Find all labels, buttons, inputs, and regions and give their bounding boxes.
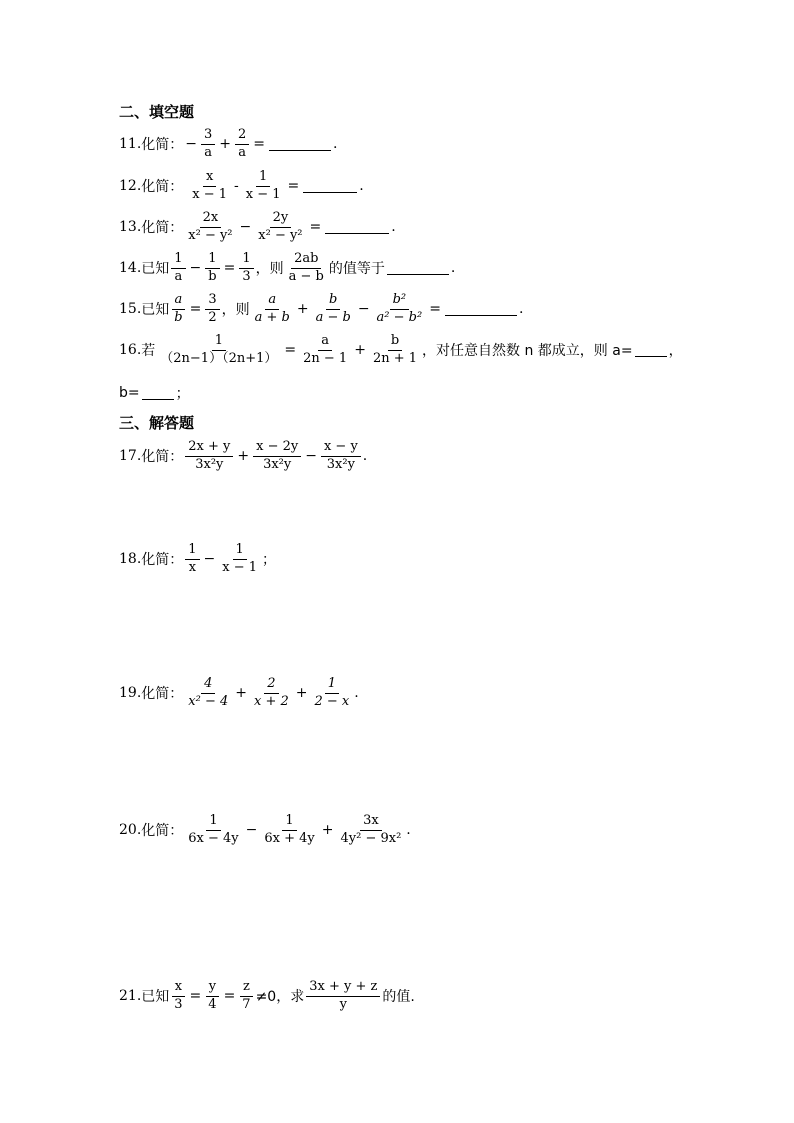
minus-sign: − [305, 448, 317, 465]
numerator: 3x [360, 814, 382, 831]
fraction [205, 293, 219, 326]
problem-lead: 若 [141, 343, 156, 360]
denominator: 3x²y [263, 456, 292, 472]
answer-blank-a[interactable] [635, 344, 667, 357]
denominator: b [174, 309, 183, 325]
problem-11 [119, 128, 337, 161]
fraction [171, 252, 185, 285]
answer-blank[interactable] [325, 221, 389, 234]
denominator: a + b [254, 309, 290, 325]
period: . [359, 178, 364, 195]
fraction [321, 440, 361, 473]
plus-sign: + [296, 301, 309, 318]
problem-lead: 化简： [141, 137, 184, 154]
section-answer-title: 三、解答题 [119, 414, 195, 432]
denominator: 4 [208, 996, 217, 1012]
equals-sign: = [189, 988, 202, 1005]
problem-lead: 化简： [141, 686, 184, 703]
fraction [255, 211, 305, 244]
plus-sign: + [237, 448, 250, 465]
problem-16-line2 [119, 383, 190, 403]
minus-sign: − [203, 551, 216, 568]
problem-14 [119, 252, 455, 285]
period: . [450, 260, 456, 277]
period: . [333, 136, 338, 153]
problem-number: 19. [119, 685, 142, 702]
answer-blank[interactable] [387, 262, 449, 275]
plus-sign: + [219, 136, 232, 153]
numerator: 1 [171, 252, 185, 269]
denominator: x − 1 [222, 559, 258, 575]
fraction [235, 128, 249, 161]
numerator: 3 [205, 293, 219, 310]
problem-number: 18. [119, 551, 142, 568]
problem-12 [119, 170, 364, 203]
b-label: b= [119, 385, 140, 401]
fraction [239, 980, 253, 1013]
numerator: b [388, 334, 402, 351]
denominator: 4y² − 9x² [340, 830, 402, 846]
numerator: b [326, 293, 340, 310]
problem-lead: 已知 [141, 989, 170, 1006]
problem-16 [119, 334, 683, 367]
fraction [185, 677, 231, 710]
equals-sign: = [253, 136, 266, 153]
fraction [374, 293, 426, 326]
numerator: x − y [321, 440, 361, 457]
equals-sign: = [287, 178, 300, 195]
numerator: 1 [233, 543, 247, 560]
numerator: x [172, 980, 185, 997]
fraction [370, 334, 420, 367]
numerator: a [172, 293, 186, 310]
fraction [261, 814, 317, 847]
period: . [362, 448, 368, 465]
semicolon: ； [262, 552, 277, 569]
minus-sign: − [245, 822, 258, 839]
denominator: a [238, 144, 247, 160]
problem-number: 21. [119, 988, 142, 1005]
fraction [251, 677, 292, 710]
denominator: a − b [315, 309, 351, 325]
period: . [406, 822, 411, 839]
problem-lead: 已知 [141, 261, 170, 278]
numerator: 2 [235, 128, 249, 145]
equals-sign: = [429, 301, 441, 318]
problem-lead: 化简： [141, 220, 184, 237]
fraction [300, 334, 350, 367]
numerator: b² [390, 293, 410, 310]
problem-number: 12. [119, 178, 142, 195]
fraction [252, 293, 293, 326]
denominator: 2n − 1 [303, 350, 348, 366]
tail-text: 的值. [382, 989, 415, 1006]
plus-sign: + [235, 685, 247, 702]
problem-number: 11. [119, 136, 142, 153]
fraction [313, 293, 354, 326]
denominator: a − b [288, 268, 324, 284]
equals-sign: = [223, 260, 236, 277]
connector-text: ，则 [221, 302, 250, 319]
plus-sign: + [354, 342, 366, 359]
numerator: 1 [282, 814, 296, 831]
numerator: y [206, 980, 219, 997]
minus-sign: − [239, 219, 252, 236]
problem-lead: 已知 [141, 302, 170, 319]
numerator: 1 [206, 814, 220, 831]
answer-blank[interactable] [445, 303, 517, 316]
denominator: y [339, 996, 347, 1012]
numerator: 1 [212, 334, 226, 351]
numerator: 1 [325, 677, 339, 694]
equals-sign: = [223, 988, 236, 1005]
connector-text: ，则 [255, 261, 284, 278]
numerator: 2ab [291, 252, 321, 269]
fraction [286, 252, 327, 285]
problem-number: 14. [119, 260, 142, 277]
problem-15 [119, 293, 523, 326]
numerator: 1 [239, 252, 253, 269]
denominator: x − 1 [192, 186, 228, 202]
numerator: 2x [200, 211, 222, 228]
minus-sign: - [234, 178, 239, 195]
numerator: a [318, 334, 332, 351]
denominator: 2 − x [314, 693, 350, 709]
problem-21 [119, 980, 415, 1013]
problem-13 [119, 211, 396, 244]
numerator: 1 [185, 543, 199, 560]
denominator: a [174, 268, 183, 284]
fraction [306, 980, 380, 1013]
problem-lead: 化简： [141, 179, 184, 196]
problem-number: 17. [119, 448, 142, 465]
answer-blank-b[interactable] [142, 387, 174, 400]
denominator: x − 1 [245, 186, 281, 202]
fraction [239, 252, 253, 285]
denominator: 3x²y [326, 456, 355, 472]
denominator: x² − y² [258, 227, 303, 243]
period: . [391, 219, 396, 236]
denominator: 6x + 4y [264, 830, 315, 846]
numerator: 2 [264, 677, 278, 694]
denominator: 3 [174, 996, 183, 1012]
numerator: 3x + y + z [306, 980, 380, 997]
problem-17 [119, 440, 367, 473]
fraction [157, 334, 280, 367]
denominator: x² − 4 [188, 693, 229, 709]
equals-sign: = [189, 301, 202, 318]
problem-number: 20. [119, 822, 142, 839]
fraction [185, 543, 199, 576]
comma: ， [668, 343, 683, 360]
answer-blank[interactable] [303, 180, 357, 193]
numerator: 1 [256, 170, 270, 187]
connector-text: ≠0，求 [255, 989, 305, 1006]
tail-text: 的值等于 [328, 261, 385, 278]
period: . [518, 301, 524, 318]
tail-text: ，对任意自然数 n 都成立，则 a= [422, 343, 633, 360]
fraction [171, 293, 185, 326]
numerator: 4 [201, 677, 215, 694]
denominator: 3x²y [195, 456, 224, 472]
period: . [354, 685, 359, 702]
denominator: x² − y² [188, 227, 233, 243]
semicolon: ； [175, 386, 190, 402]
minus-sign: − [185, 136, 197, 153]
plus-sign: + [321, 822, 334, 839]
denominator: 2n + 1 [372, 350, 418, 366]
problem-lead: 化简： [141, 552, 184, 569]
denominator: x + 2 [253, 693, 289, 709]
plus-sign: + [295, 685, 308, 702]
numerator: x − 2y [253, 440, 301, 457]
fraction [337, 814, 404, 847]
minus-sign: − [189, 260, 202, 277]
fraction [311, 677, 352, 710]
equals-sign: = [309, 219, 322, 236]
fraction [189, 170, 230, 203]
problem-18 [119, 543, 276, 576]
denominator: （2n−1）（2n+1） [160, 350, 278, 366]
numerator: z [240, 980, 253, 997]
fraction [253, 440, 301, 473]
fraction [185, 211, 235, 244]
problem-19 [119, 677, 359, 710]
fraction [205, 252, 219, 285]
section-fill-title: 二、填空题 [119, 103, 195, 121]
problem-number: 16. [119, 342, 142, 359]
fraction [171, 980, 185, 1013]
fraction [185, 440, 233, 473]
numerator: 2y [270, 211, 292, 228]
denominator: a [204, 144, 213, 160]
answer-blank[interactable] [269, 138, 331, 151]
numerator: 3 [201, 128, 215, 145]
denominator: x [188, 559, 197, 575]
denominator: 3 [242, 268, 251, 284]
numerator: 2x + y [185, 440, 233, 457]
denominator: 7 [242, 996, 251, 1012]
denominator: a² − b² [376, 309, 423, 325]
minus-sign: − [357, 301, 370, 318]
numerator: 1 [205, 252, 219, 269]
denominator: 2 [208, 309, 217, 325]
denominator: b [208, 268, 217, 284]
problem-lead: 化简： [141, 823, 184, 840]
numerator: a [265, 293, 279, 310]
problem-number: 15. [119, 301, 142, 318]
fraction [201, 128, 215, 161]
equals-sign: = [284, 342, 297, 359]
fraction [219, 543, 260, 576]
numerator: x [203, 170, 216, 187]
fraction [205, 980, 219, 1013]
denominator: 6x − 4y [188, 830, 239, 846]
fraction [243, 170, 284, 203]
fraction [185, 814, 241, 847]
problem-number: 13. [119, 219, 142, 236]
problem-lead: 化简： [141, 449, 184, 466]
problem-20 [119, 814, 411, 847]
